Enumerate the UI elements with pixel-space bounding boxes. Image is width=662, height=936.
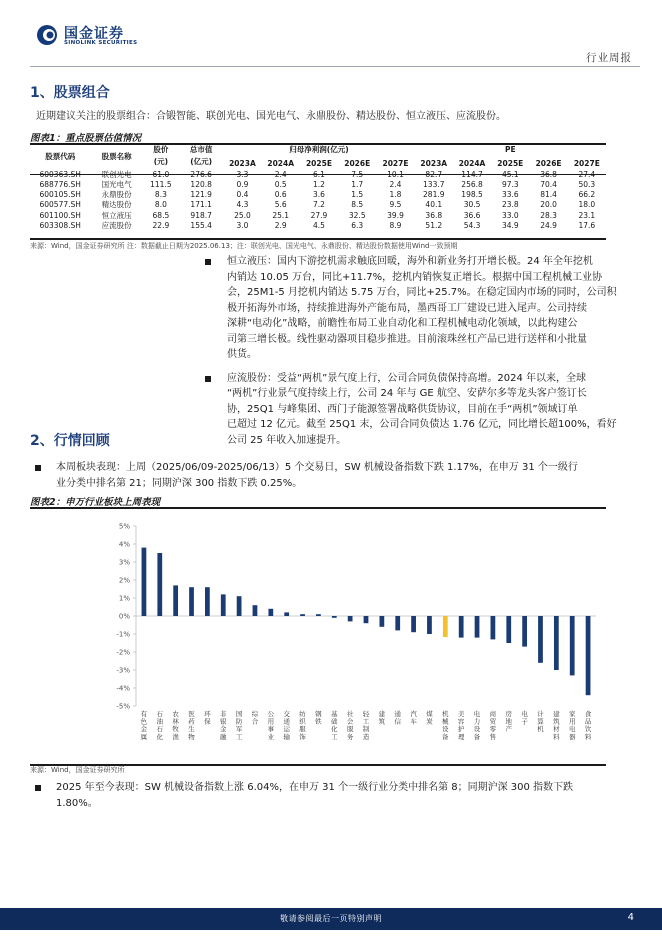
- bar: [348, 616, 353, 621]
- x-tick-label: 非银金融: [219, 710, 227, 741]
- x-tick-label: 建筑: [378, 710, 386, 726]
- bar: [411, 616, 416, 632]
- y-tick-label: -1%: [116, 630, 130, 639]
- table-cell: 5.6: [274, 200, 287, 210]
- logo-cn-text: 国金证券: [64, 26, 124, 42]
- table-cell: 97.3: [501, 179, 519, 189]
- table-cell: 600105.SH: [39, 190, 81, 200]
- x-tick-label: 家用电器: [568, 710, 576, 741]
- table-cell: 70.4: [540, 179, 557, 189]
- table-cell: 600363.SH: [39, 169, 81, 179]
- th-code: 股票代码: [45, 152, 76, 162]
- th-price: 股价: [153, 145, 169, 154]
- section2-title: 2、行情回顾: [30, 433, 110, 449]
- bar: [189, 587, 194, 616]
- bar: [142, 548, 147, 616]
- th-pe-group: PE: [505, 145, 516, 154]
- table-cell: 10.1: [387, 169, 404, 179]
- table-cell: 23.1: [578, 210, 596, 220]
- table-cell: 256.8: [461, 179, 483, 189]
- figure1-title: 图表1：重点股票估值情况: [30, 133, 142, 144]
- table-cell: 3.0: [236, 221, 249, 231]
- x-tick-label: 交通运输: [283, 710, 290, 741]
- paragraph-line: 已超过 12 亿元。截至 25Q1 末，公司合同负债达 1.76 亿元，同比增长超100%，看好: [227, 419, 617, 430]
- figure2-title: 图表2：申万行业板块上周表现: [30, 497, 161, 508]
- bullet-square-icon: [205, 259, 211, 265]
- x-tick-label: 机械设备: [442, 710, 449, 741]
- paragraph-line: 会，25M1-5 月挖机内销达 5.75 万台，同比+25.7%。在稳定国内市场的同时，公司积: [227, 287, 617, 298]
- table-cell: 25.0: [234, 210, 251, 220]
- y-tick-label: 3%: [118, 558, 130, 567]
- table-cell: 22.9: [152, 221, 170, 231]
- table-cell: 7.5: [351, 169, 364, 179]
- x-tick-label: 国防军工: [235, 710, 243, 741]
- table-cell: 51.2: [425, 221, 443, 231]
- table-cell: 27.9: [310, 210, 328, 220]
- table-cell: 50.3: [578, 179, 596, 189]
- paragraph-line: 本周板块表现：上周（2025/06/09-2025/06/13）5 个交易日，SW 机械设备指数下跌 1.17%，在申万 31 个一级行: [56, 462, 578, 473]
- table-cell: 198.5: [461, 190, 483, 200]
- y-tick-label: 4%: [118, 540, 130, 549]
- table-cell: 25.1: [272, 210, 290, 220]
- table-row: [30, 200, 606, 210]
- table-cell: 8.3: [154, 190, 167, 200]
- table-cell: 应流股份: [101, 221, 132, 231]
- bar: [379, 616, 384, 627]
- table-row: [30, 180, 606, 190]
- table-cell: 36.8: [540, 169, 557, 179]
- table-cell: 9.5: [389, 200, 402, 210]
- table-cell: 8.0: [154, 200, 167, 210]
- bar: [332, 616, 337, 618]
- table-cell: 1.5: [351, 190, 364, 200]
- y-tick-label: -3%: [116, 666, 130, 675]
- y-tick-label: 1%: [118, 594, 130, 603]
- th-year: 2025E: [497, 159, 524, 169]
- x-tick-label: 商贸零售: [489, 710, 497, 741]
- x-tick-label: 计算机: [537, 710, 544, 734]
- table-cell: 40.1: [425, 200, 443, 210]
- bar: [522, 616, 527, 647]
- th-mktcap-unit: (亿元): [190, 157, 213, 167]
- table-cell: 8.9: [389, 221, 402, 231]
- table-cell: 82.7: [425, 169, 443, 179]
- paragraph-line: 深耕“电动化”战略，前瞻性布局工业自动化和工程机械电动化领域，以此构建公: [227, 318, 578, 329]
- x-tick-label: 社会服务: [346, 710, 354, 741]
- paragraph-line: 1.80%。: [56, 797, 98, 809]
- table-cell: 111.5: [150, 179, 172, 189]
- table-cell: 17.6: [578, 221, 596, 231]
- table-cell: 0.9: [236, 179, 249, 189]
- table-cell: 30.5: [463, 200, 481, 210]
- company-logo: [36, 22, 236, 50]
- table-cell: 36.6: [463, 210, 481, 220]
- x-tick-label: 通信: [394, 710, 401, 726]
- table-cell: 36.8: [425, 210, 443, 220]
- table-cell: 23.8: [501, 200, 519, 210]
- table-cell: 1.7: [351, 179, 364, 189]
- table-cell: 恒立液压: [101, 210, 132, 220]
- table-cell: 32.5: [348, 210, 366, 220]
- bar: [506, 616, 511, 643]
- bar: [475, 616, 480, 638]
- table-cell: 3.6: [313, 190, 325, 200]
- table-cell: 4.3: [236, 200, 249, 210]
- x-tick-label: 钢铁: [315, 710, 322, 726]
- table-cell: 133.7: [423, 179, 445, 189]
- table-cell: 33.6: [501, 190, 519, 200]
- paragraph-line: “两机”行业景气度持续上行，公司 24 年与 GE 航空、安萨尔多等龙头客户签订长: [227, 388, 587, 399]
- x-tick-label: 房地产: [505, 710, 513, 734]
- table-cell: 114.7: [461, 169, 483, 179]
- table-cell: 0.5: [274, 179, 287, 189]
- bar: [300, 614, 305, 616]
- th-year: 2026E: [535, 159, 562, 169]
- x-tick-label: 轻工制造: [362, 710, 370, 741]
- table-cell: 1.2: [313, 179, 325, 189]
- table-cell: 601100.SH: [39, 210, 81, 220]
- table-cell: 联创光电: [101, 169, 132, 179]
- y-tick-label: -4%: [116, 684, 130, 693]
- bar: [205, 587, 210, 616]
- table-cell: 120.8: [190, 179, 212, 189]
- x-tick-label: 汽车: [410, 710, 417, 726]
- table-cell: 34.9: [501, 221, 519, 231]
- bullet-square-icon: [35, 465, 41, 471]
- table-cell: 精达股份: [101, 200, 132, 210]
- table-cell: 6.3: [351, 221, 364, 231]
- bullet-square-icon: [35, 785, 41, 791]
- th-name: 股票名称: [101, 152, 132, 162]
- th-mktcap: 总市值: [189, 145, 213, 154]
- table-cell: 24.9: [540, 221, 557, 231]
- table-cell: 68.5: [152, 210, 170, 220]
- bar: [570, 616, 575, 675]
- table-cell: 3.3: [236, 169, 249, 179]
- x-tick-label: 食品饮料: [584, 710, 592, 741]
- table-cell: 61.0: [152, 169, 170, 179]
- table-row: [30, 221, 606, 231]
- bar: [395, 616, 400, 630]
- table-cell: 918.7: [190, 210, 212, 220]
- figure1-bottom-rule: [30, 238, 606, 240]
- th-year: 2023A: [420, 159, 448, 169]
- table-cell: 276.6: [190, 169, 212, 179]
- paragraph-line: 公司 25 年收入加速提升。: [227, 434, 347, 446]
- logo-en-text: SINOLINK SECURITIES: [64, 40, 138, 46]
- x-tick-label: 有色金属: [140, 710, 148, 741]
- table-cell: 国光电气: [101, 179, 132, 189]
- table-cell: 2.4: [274, 169, 287, 179]
- bar: [586, 616, 591, 695]
- x-tick-label: 电子: [521, 710, 528, 726]
- table-header-rule: [30, 174, 606, 175]
- table-row: [30, 190, 606, 200]
- table-cell: 45.1: [501, 169, 519, 179]
- bar: [157, 553, 162, 616]
- y-tick-label: 0%: [118, 612, 130, 621]
- th-year: 2027E: [573, 159, 600, 169]
- table-cell: 155.4: [190, 221, 212, 231]
- x-tick-label: 医药生物: [188, 710, 195, 741]
- y-tick-label: 5%: [118, 522, 130, 531]
- valuation-table: [30, 145, 606, 231]
- paragraph-line: 恒立液压：国内下游挖机需求触底回暖，海外和新业务打开增长极。24 年全年挖机: [227, 256, 593, 267]
- table-cell: 688776.SH: [39, 179, 81, 189]
- table-cell: 28.3: [540, 210, 557, 220]
- bar: [173, 585, 178, 616]
- table-cell: 33.0: [501, 210, 519, 220]
- table-cell: 6.1: [313, 169, 325, 179]
- paragraph-line: 司第三增长极。线性驱动器项目稳步推进。目前滚珠丝杠产品已进行送样和小批量: [227, 333, 587, 345]
- paragraph-line: 供货。: [227, 349, 257, 360]
- x-tick-label: 美容护理: [457, 710, 465, 741]
- th-profit-group: 归母净利润(亿元): [289, 145, 349, 154]
- bar: [221, 594, 226, 616]
- table-cell: 66.2: [578, 190, 596, 200]
- table-cell: 4.5: [313, 221, 325, 231]
- table-cell: 2.4: [389, 179, 402, 189]
- th-year: 2027E: [382, 159, 409, 169]
- th-year: 2023A: [229, 159, 256, 169]
- x-tick-label: 综合: [251, 710, 259, 726]
- table-cell: 171.1: [190, 200, 212, 210]
- doc-type-label: 行业周报: [586, 52, 632, 64]
- table-cell: 8.5: [351, 200, 364, 210]
- table-cell: 1.8: [389, 190, 402, 200]
- section1-title: 1、股票组合: [30, 85, 110, 101]
- bar: [284, 612, 289, 616]
- table-cell: 603308.SH: [39, 221, 81, 231]
- bar: [237, 596, 242, 616]
- figure2-top-rule: [30, 507, 606, 509]
- th-year: 2024A: [267, 159, 295, 169]
- x-tick-label: 建筑材料: [553, 710, 560, 741]
- th-year: 2025E: [305, 159, 332, 169]
- paragraph-line: 业分类中排名第 21；同期沪深 300 指数下跌 0.25%。: [56, 477, 303, 489]
- x-tick-label: 环保: [204, 710, 211, 726]
- x-tick-label: 纺织服饰: [299, 710, 306, 741]
- x-tick-label: 电力设备: [473, 710, 481, 741]
- paragraph-line: 极开拓海外市场，持续推进海外产能布局，墨西哥工厂建设已进入尾声。公司持续: [227, 302, 587, 314]
- table-cell: 永鼎股份: [101, 190, 132, 200]
- y-tick-label: -5%: [116, 702, 130, 711]
- x-tick-label: 农林牧渔: [172, 710, 179, 741]
- table-cell: 2.9: [274, 221, 287, 231]
- table-row: [30, 211, 606, 221]
- y-tick-label: -2%: [116, 648, 130, 657]
- table-cell: 281.9: [423, 190, 445, 200]
- th-year: 2026E: [344, 159, 371, 169]
- table-cell: 0.4: [236, 190, 249, 200]
- table-cell: 7.2: [313, 200, 325, 210]
- bar: [268, 609, 273, 616]
- th-price-unit: (元): [153, 157, 169, 167]
- bar: [253, 605, 258, 616]
- table-cell: 0.6: [274, 190, 287, 200]
- paragraph-line: 内销达 10.05 万台，同比+11.7%，挖机内销恢复正增长。根据中国工程机械工业协: [227, 271, 603, 283]
- table-cell: 121.9: [190, 190, 212, 200]
- table-cell: 54.3: [463, 221, 481, 231]
- bar: [459, 616, 464, 638]
- bar: [554, 616, 559, 670]
- x-tick-label: 煤炭: [426, 710, 433, 726]
- footer-disclaimer: 敬请参阅最后一页特别声明: [280, 914, 382, 923]
- paragraph-line: 2025 年至今表现：SW 机械设备指数上涨 6.04%，在申万 31 个一级行业分类中排名第 8；同期沪深 300 指数下跌: [56, 782, 574, 793]
- x-tick-label: 石油石化: [156, 710, 164, 741]
- table-cell: 27.4: [578, 169, 596, 179]
- bar: [427, 616, 432, 634]
- x-tick-label: 基础化工: [331, 710, 338, 741]
- logo-mark-icon: [36, 24, 58, 46]
- bar: [538, 616, 543, 663]
- paragraph-line: 应流股份：受益“两机”景气度上行，公司合同负债保持高增。2024 年以来，全球: [227, 372, 586, 384]
- paragraph-line: 协，25Q1 与峰集团、西门子能源签署战略供货协议，目前在手“两机”领域订单: [227, 403, 578, 415]
- figure2-source: 来源：Wind，国金证券研究所: [30, 766, 125, 774]
- highlight-bar: [443, 616, 448, 637]
- page-number: 4: [627, 912, 634, 923]
- header-divider: [30, 66, 640, 67]
- table-cell: 39.9: [387, 210, 404, 220]
- table-cell: 81.4: [540, 190, 557, 200]
- bullet-square-icon: [205, 376, 211, 382]
- bar: [364, 616, 369, 623]
- bar: [491, 616, 496, 639]
- bar: [316, 614, 321, 616]
- x-tick-label: 公用事业: [267, 710, 275, 741]
- table-cell: 20.0: [540, 200, 557, 210]
- section1-intro: 近期建议关注的股票组合：合锻智能、联创光电、国光电气、永鼎股份、精达股份、恒立液压、应流股份。: [36, 111, 506, 122]
- th-year: 2024A: [458, 159, 486, 169]
- figure1-source: 来源：Wind，国金证券研究所 注：数据截止日期为2025.06.13；注：联创光电、国光电气、永鼎股份、精达股份数据使用Wind一致预期: [30, 242, 458, 250]
- table-cell: 18.0: [578, 200, 596, 210]
- y-tick-label: 2%: [118, 576, 130, 585]
- table-cell: 600577.SH: [39, 200, 81, 210]
- industry-performance-chart: [30, 512, 606, 762]
